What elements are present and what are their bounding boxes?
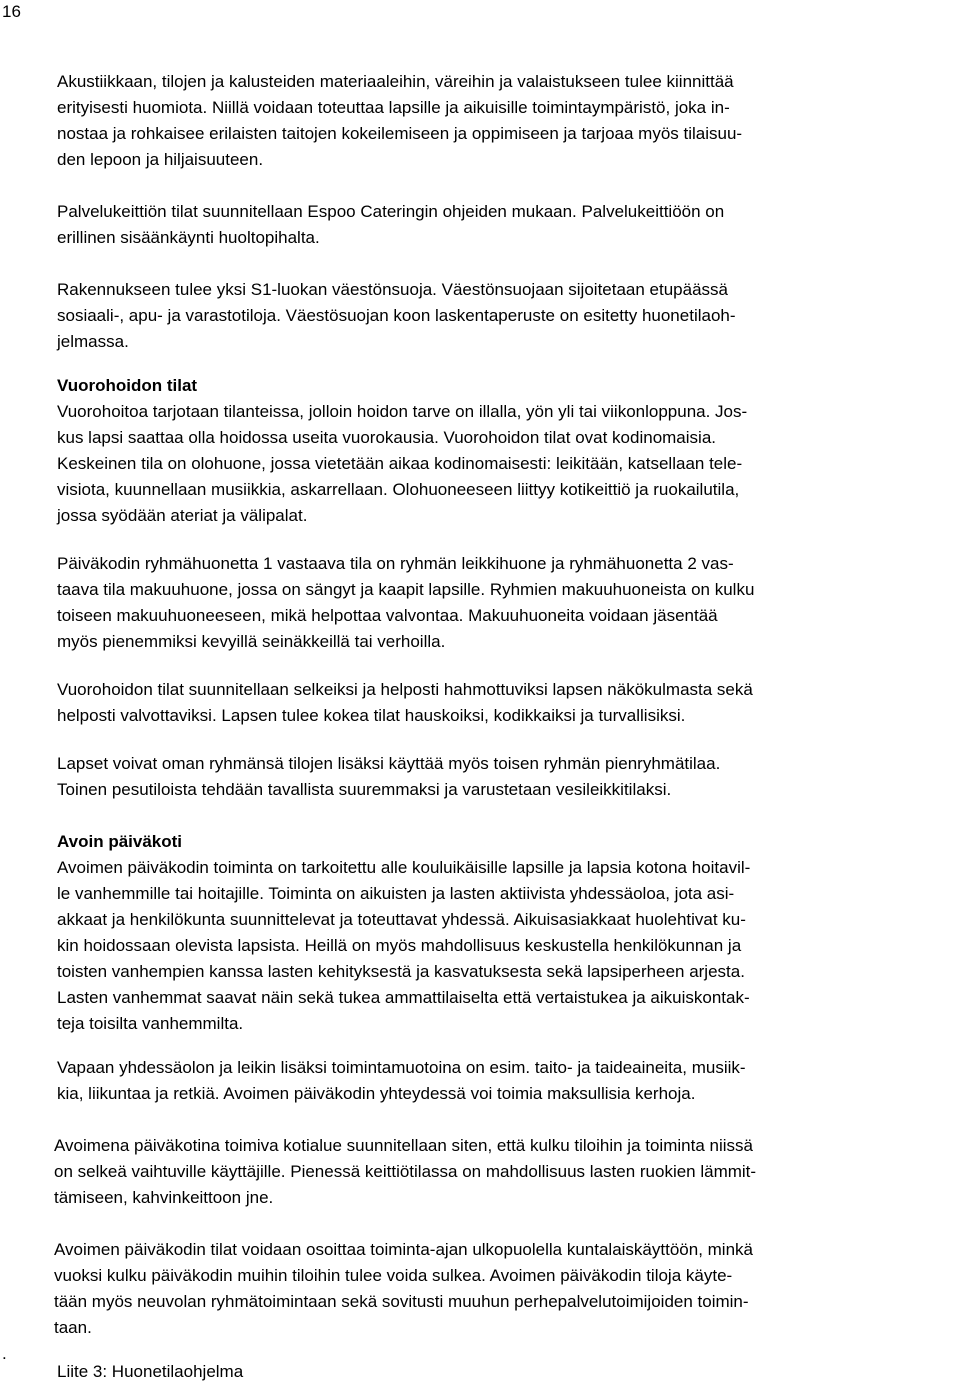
- body-text-line: teja toisilta vanhemmilta.: [57, 1014, 244, 1033]
- body-text-line: Vapaan yhdessäolon ja leikin lisäksi toimintamuotoina on esim. taito- ja taideaineita, musiik-: [57, 1058, 746, 1077]
- body-text-line: toiseen makuuhuoneeseen, mikä helpottaa valvontaa. Makuuhuoneita voidaan jäsentää: [57, 606, 718, 625]
- body-text-line: kin hoidossaan olevista lapsista. Heillä on myös mahdollisuus keskustella henkilökunnan ja: [57, 936, 742, 955]
- body-text-line: myös pienemmiksi kevyillä seinäkkeillä tai verhoilla.: [57, 632, 446, 651]
- body-text-line: Avoimena päiväkotina toimiva kotialue suunnitellaan siten, että kulku tiloihin ja toiminta niissä: [54, 1136, 753, 1155]
- body-text-line: toisten vanhempien kanssa lasten kehityksestä ja kasvatuksesta sekä lapsiperheen arjesta.: [57, 962, 745, 981]
- body-text-line: sosiaali-, apu- ja varastotiloja. Väestösuojan koon laskentaperuste on esitetty huonetilaoh-: [57, 306, 736, 325]
- body-text-line: tämiseen, kahvinkeittoon jne.: [54, 1188, 274, 1207]
- body-text-line: akkaat ja henkilökunta suunnittelevat ja toteuttavat yhdessä. Aikuisasiakkaat huolehtivat ku-: [57, 910, 746, 929]
- body-text-line: den lepoon ja hiljaisuuteen.: [57, 150, 264, 169]
- body-text-line: helposti valvottaviksi. Lapsen tulee kokea tilat hauskoiksi, kodikkaiksi ja turvallisiksi.: [57, 706, 686, 725]
- footer-appendix-label: Liite 3: Huonetilaohjelma: [57, 1362, 244, 1381]
- body-text-line: visiota, kuunnellaan musiikkia, askarrellaan. Olohuoneeseen liittyy kotikeittiö ja ruokailutila,: [57, 480, 740, 499]
- body-text-line: Avoimen päiväkodin tilat voidaan osoittaa toiminta-ajan ulkopuolella kuntalaiskäyttöön, minkä: [54, 1240, 753, 1259]
- section-heading: Avoin päiväkoti: [57, 832, 183, 851]
- body-text-line: Vuorohoitoa tarjotaan tilanteissa, jolloin hoidon tarve on illalla, yön yli tai viikonloppuna. Jos-: [57, 402, 748, 421]
- body-text-line: kus lapsi saattaa olla hoidossa useita vuorokausia. Vuorohoidon tilat ovat kodinomaisia.: [57, 428, 716, 447]
- page-number: 16: [2, 2, 21, 21]
- body-text-line: erillinen sisäänkäynti huoltopihalta.: [57, 228, 320, 247]
- body-text-line: Palvelukeittiön tilat suunnitellaan Espoo Cateringin ohjeiden mukaan. Palvelukeittiöön on: [57, 202, 725, 221]
- body-text-line: Akustiikkaan, tilojen ja kalusteiden materiaaleihin, väreihin ja valaistukseen tulee kiinnittää: [57, 72, 734, 91]
- body-text-line: nostaa ja rohkaisee erilaisten taitojen kokeilemiseen ja oppimiseen ja tarjoaa myös tilaisuu-: [57, 124, 743, 143]
- body-text-line: Avoimen päiväkodin toiminta on tarkoitettu alle kouluikäisille lapsille ja lapsia kotona hoitavil-: [57, 858, 751, 877]
- body-text-line: vuoksi kulku päiväkodin muihin tiloihin tulee voida sulkea. Avoimen päiväkodin tiloja käyte-: [54, 1266, 733, 1285]
- body-text-line: Päiväkodin ryhmähuonetta 1 vastaava tila on ryhmän leikkihuone ja ryhmähuonetta 2 vas-: [57, 554, 734, 573]
- body-text-line: Rakennukseen tulee yksi S1-luokan väestönsuoja. Väestönsuojaan sijoitetaan etupäässä: [57, 280, 729, 299]
- body-text-line: taava tila makuuhuone, jossa on sängyt ja kaapit lapsille. Ryhmien makuuhuoneista on kulku: [57, 580, 755, 599]
- body-text-line: Keskeinen tila on olohuone, jossa vietetään aikaa kodinomaisesti: leikitään, katsellaan tele-: [57, 454, 743, 473]
- body-text-line: taan.: [54, 1318, 92, 1337]
- body-text-line: Toinen pesutiloista tehdään tavallista suuremmaksi ja varustetaan vesileikkitilaksi.: [57, 780, 672, 799]
- body-text-line: kia, liikuntaa ja retkiä. Avoimen päiväkodin yhteydessä voi toimia maksullisia kerhoja.: [57, 1084, 696, 1103]
- body-text-line: Vuorohoidon tilat suunnitellaan selkeiksi ja helposti hahmottuviksi lapsen näkökulmasta sekä: [57, 680, 753, 699]
- body-text-line: erityisesti huomiota. Niillä voidaan toteuttaa lapsille ja aikuisille toimintaympäristö, joka in-: [57, 98, 730, 117]
- section-heading: Vuorohoidon tilat: [57, 376, 198, 395]
- body-text-line: on selkeä vaihtuville käyttäjille. Pienessä keittiötilassa on mahdollisuus lasten ruokien lämmit-: [54, 1162, 757, 1181]
- body-text-line: tään myös neuvolan ryhmätoimintaan sekä sovitusti muuhun perhepalvelutoimijoiden toimin-: [54, 1292, 749, 1311]
- stray-mark: .: [2, 1344, 7, 1363]
- body-text-line: Lapset voivat oman ryhmänsä tilojen lisäksi käyttää myös toisen ryhmän pienryhmätilaa.: [57, 754, 721, 773]
- body-text-line: Lasten vanhemmat saavat näin sekä tukea ammattilaiselta että vertaistukea ja aikuiskontak-: [57, 988, 750, 1007]
- body-text-line: jelmassa.: [57, 332, 129, 351]
- body-text-line: le vanhemmille tai hoitajille. Toiminta on aikuisten ja lasten aktiivista yhdessäoloa, jota asi-: [57, 884, 735, 903]
- body-text-line: jossa syödään ateriat ja välipalat.: [57, 506, 308, 525]
